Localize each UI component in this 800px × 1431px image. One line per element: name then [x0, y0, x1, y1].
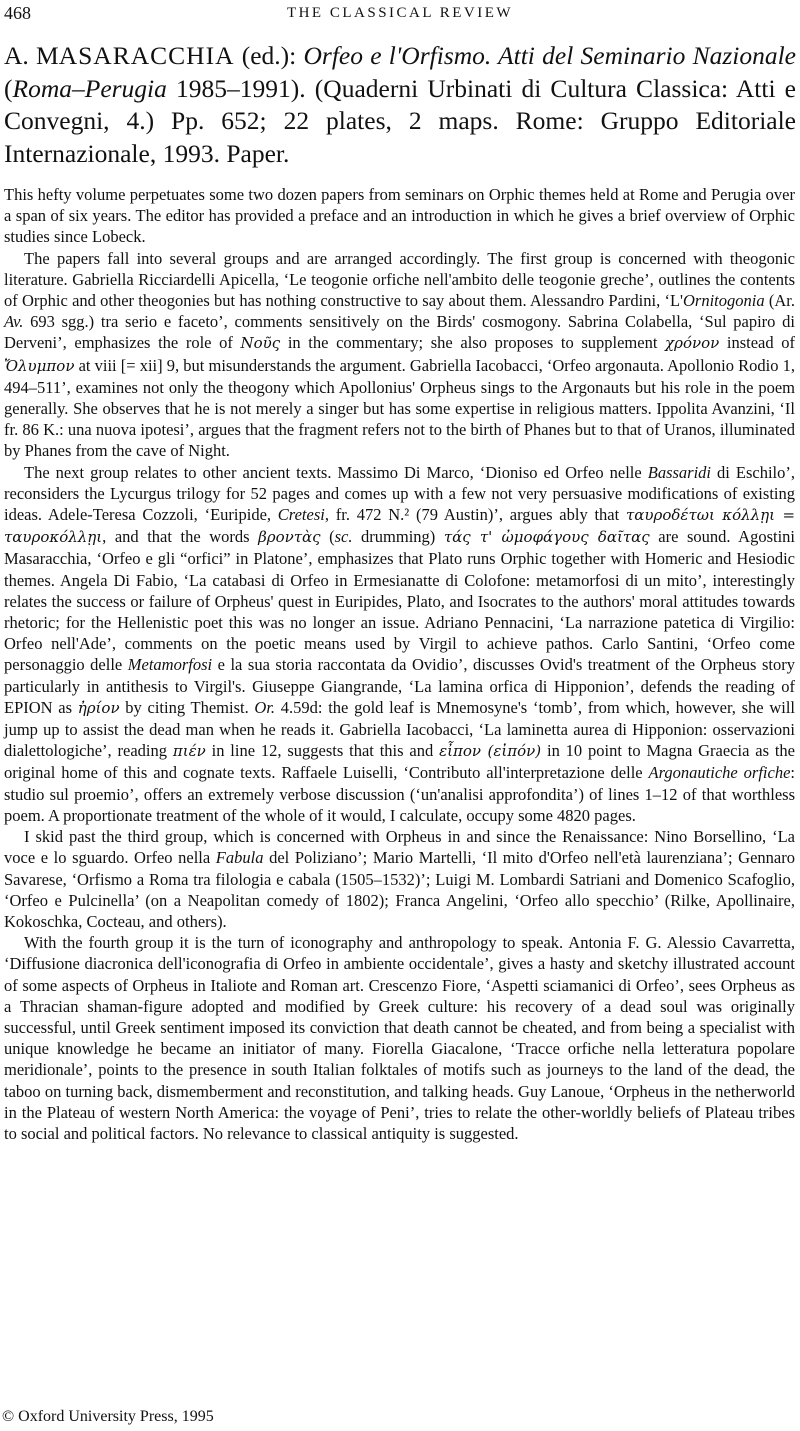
paragraph-1: This hefty volume perpetuates some two dozen papers from seminars on Orphic themes held at Rome and Perugia over a span of six years. The editor has provided a preface and an introduction in which he gives a brief overview of Orphic studies since Lobeck. — [4, 185, 795, 247]
paragraph-2: The papers fall into several groups and are arranged accordingly. The first group is concerned with theogonic literature. Gabriella Ricciardelli Apicella, ‘Le teogonie orfiche nell'ambito delle teogonie greche’, outlines the contents of Orphic and other theogonies but has nothing constructive to say about them. Alessandro Pardini, ‘L'Ornitogonia (Ar. Av. 693 sgg.) tra serio e faceto’, comments sensitively on the Birds' cosmogony. Sabrina Colabella, ‘Sul papiro di Derveni’, emphasizes the role of Νοῦς in the commentary; she also proposes to supplement χρόνον instead of Ὄλυμπον at viii [= xii] 9, but misunderstands the argument. Gabriella Iacobacci, ‘Orfeo argonauta. Apollonio Rodio 1, 494–511’, examines not only the theogony which Apollonius' Orpheus sings to the Argonauts but his role in the poem generally. She observes that he is not merely a singer but has some expertise in religious matters. Ippolita Avanzini, ‘Il fr. 86 K.: una nuova ipotesi’, argues that the fragment refers not to the birth of Phanes but to that of Uranos, illuminated by Phanes from the cave of Night. — [4, 248, 796, 461]
review-body — [4, 184, 795, 1144]
copyright-footer: © Oxford University Press, 1995 — [2, 1408, 214, 1425]
book-title-places: Roma–Perugia — [12, 73, 167, 103]
page-number: 468 — [4, 3, 31, 23]
page-header — [0, 0, 800, 36]
review-heading: A. MASARACCHIA (ed.): Orfeo e l'Orfismo. Atti del Seminario Nazionale (Roma–Perugia 1985–1991). (Quaderni Urbinati di Cultura Classica: Atti e Convegni, 4.) Pp. 652; 22 plates, 2 maps. Rome: Gruppo Editoriale Internazionale, 1993. Paper. — [4, 41, 797, 168]
paragraph-5: With the fourth group it is the turn of iconography and anthropology to speak. Antonia F. G. Alessio Cavarretta, ‘Diffusione diacronica dell'iconografia di Orfeo in ambiente occidentale’, gives a hasty and sketchy illustrated account of some aspects of Orpheus in Italiote and Roman art. Crescenzo Fiore, ‘Aspetti sciamanici di Orfeo’, sees Orpheus as a Thracian shaman-figure adopted and modified by Greek culture: his recovery of a dead soul was originally successful, until Greek sentiment imposed its conviction that death cannot be cheated, and from being a specialist with unique knowledge he became an initiator of many. Fiorella Giacalone, ‘Tracce orfiche nella letteratura popolare meridionale’, points to the presence in south Italian folktales of motifs such as journeys to the land of the dead, the taboo on turning back, dismemberment and reconstitution, and talking heads. Guy Lanoue, ‘Orpheus in the netherworld in the Plateau of western North America: the voyage of Peni’, tries to relate the other-worldly beliefs of Plateau tribes to social and political factors. No relevance to classical antiquity is suggested. — [4, 933, 795, 1143]
paragraph-3: The next group relates to other ancient texts. Massimo Di Marco, ‘Dioniso ed Orfeo nelle Bassaridi di Eschilo’, reconsiders the Lycurgus trilogy for 52 pages and comes up with a few not very persuasive modifications of existing ideas. Adele-Teresa Cozzoli, ‘Euripide, Cretesi, fr. 472 N.² (79 Austin)’, argues ably that ταυροδέτωι κόλλῃι = ταυροκόλλῃι, and that the words βροντὰς (sc. drumming) τάς τ' ὠμοφάγους δαῖτας are sound. Agostini Masaracchia, ‘Orfeo e gli “orfici” in Platone’, emphasizes that Plato runs Orphic together with Homeric and Hesiodic themes. Angela Di Fabio, ‘La catabasi di Orfeo in Ermesianatte di Colofone: metamorfosi di un mito’, interestingly relates the success or failure of Orpheus' quest in Euripides, Plato, and Isocrates to the authors' moral attitudes towards rhetoric; for the Hellenistic poet this was no longer an issue. Adriano Pennacini, ‘La narrazione patetica di Virgilio: Orfeo nell'Ade’, comments on the poetic means used by Virgil to achieve pathos. Carlo Santini, ‘Orfeo come personaggio delle Metamorfosi e la sua storia raccontata da Ovidio’, discusses Ovid's treatment of the Orpheus story particularly in antithesis to Virgil's. Giuseppe Giangrande, ‘La lamina orfica di Hipponion’, defends the reading of EPION as ἠρίον by citing Themist. Or. 4.59d: the gold leaf is Mnemosyne's ‘tomb’, from which, however, she will jump up to assist the dead man when he reads it. Gabriella Iacobacci, ‘La laminetta aurea di Hipponion: osservazioni dialettologiche’, reading πιέν in line 12, suggests that this and εἶπον (εἰπόν) in 10 point to Magna Graecia as the original home of this and cognate texts. Raffaele Luiselli, ‘Contributo all'interpretazione delle Argonautiche orfiche: studio sul proemio’, offers an extremely verbose discussion (‘un'analisi approfondita’) of lines 1–12 of that worthless poem. A proportionate treatment of the whole of it would, I calculate, occupy some 4820 pages. — [4, 462, 796, 825]
author-initial: A. M — [4, 41, 59, 70]
book-details: 1985–1991). (Quaderni Urbinati di Cultura Classica: Atti e Convegni, 4.) Pp. 652; 22 plates, 2 maps. Rome: Gruppo Editoriale Internazionale, 1993. Paper. — [4, 73, 796, 168]
journal-title: THE CLASSICAL REVIEW — [286, 5, 514, 21]
paragraph-4: I skid past the third group, which is concerned with Orpheus in and since the Renaissance: Nino Borsellino, ‘La voce e lo sguardo. Orfeo nella Fabula del Poliziano’; Mario Martelli, ‘Il mito d'Orfeo nell'età laurenziana’; Gennaro Savarese, ‘Orfismo a Roma tra filologia e cabala (1505–1532)’; Luigi M. Lombardi Satriani and Domenico Scafoglio, ‘Orfeo e Pulcinella’ (on a Neapolitan comedy of 1802); Franca Angelini, ‘Orfeo allo specchio’ (Rilke, Apollinaire, Kokoschka, Cocteau, and others). — [4, 827, 795, 931]
book-title: Orfeo e l'Orfismo. Atti del Seminario Nazionale — [303, 41, 797, 70]
editor-mark: (ed.): — [234, 41, 304, 70]
author-surname: ASARACCHIA — [58, 41, 235, 70]
